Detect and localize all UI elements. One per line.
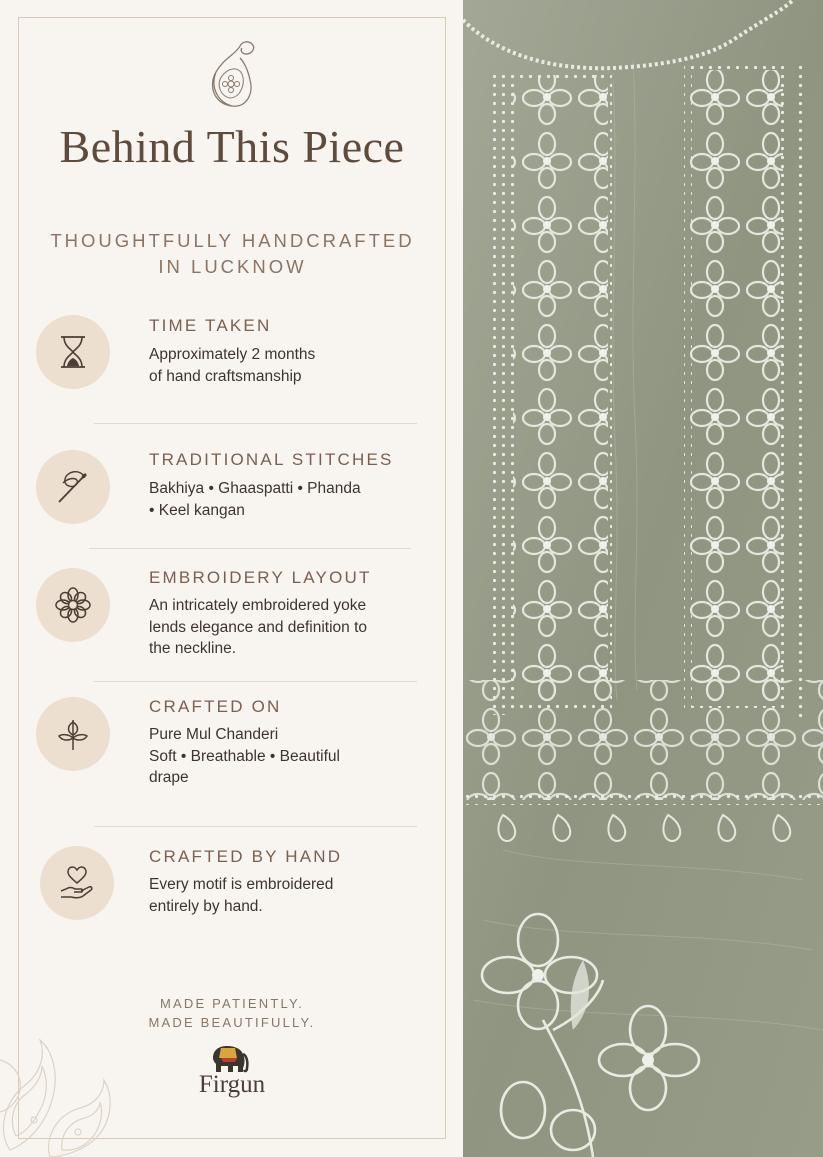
brand-name: Firgun — [198, 1071, 266, 1098]
item-text-line: An intricately embroidered yoke — [149, 597, 367, 614]
icon-circle — [36, 697, 110, 771]
item-text-line: • Keel kangan — [149, 501, 245, 519]
icon-circle — [36, 315, 110, 389]
subtitle-line-1: THOUGHTFULLY HANDCRAFTED — [50, 230, 415, 251]
chikankari-embroidery-illustration — [463, 0, 823, 1157]
divider — [94, 826, 417, 827]
hourglass-icon — [53, 332, 93, 372]
item-text-line: Every motif is embroidered — [149, 876, 334, 893]
item-text-line: Soft • Breathable • Beautiful — [149, 747, 340, 765]
item-text-line: Approximately 2 months — [149, 346, 316, 363]
icon-circle — [36, 450, 110, 524]
flower-icon — [53, 585, 93, 625]
item-text-line: lends elegance and definition to — [149, 618, 368, 636]
item-text-line: the neckline. — [149, 640, 237, 657]
item-title: CRAFTED BY HAND — [149, 847, 343, 866]
item-title: TRADITIONAL STITCHES — [149, 450, 394, 469]
embroidered-fabric-photo — [463, 0, 823, 1157]
item-description — [149, 724, 419, 789]
heart-hand-icon — [57, 863, 97, 903]
item-text-line: Pure Mul Chanderi — [149, 726, 279, 743]
item-description — [149, 874, 419, 917]
leaf-icon — [53, 714, 93, 754]
item-description — [149, 478, 419, 521]
subtitle-line-2: IN LUCKNOW — [158, 256, 307, 277]
icon-circle — [40, 846, 114, 920]
divider — [89, 548, 411, 549]
page-title: Behind This Piece — [59, 121, 405, 172]
item-text-line: of hand craftsmanship — [149, 367, 302, 385]
divider — [94, 681, 417, 682]
paisley-corner-decoration — [0, 1010, 120, 1157]
paisley-icon — [206, 40, 258, 110]
divider — [94, 423, 417, 424]
item-title: EMBROIDERY LAYOUT — [149, 568, 372, 587]
item-title: CRAFTED ON — [149, 697, 282, 716]
needle-thread-icon — [53, 467, 93, 507]
item-title: TIME TAKEN — [149, 316, 272, 335]
item-description — [149, 344, 419, 387]
motto-line-2: MADE BEAUTIFULLY. — [148, 1015, 316, 1030]
item-text-line: entirely by hand. — [149, 897, 263, 915]
elephant-logo-icon — [207, 1040, 251, 1074]
item-description — [149, 595, 419, 660]
item-text-line: Bakhiya • Ghaaspatti • Phanda — [149, 480, 361, 497]
subtitle — [40, 228, 425, 280]
motto-line-1: MADE PATIENTLY. — [159, 996, 304, 1011]
icon-circle — [36, 568, 110, 642]
item-text-line: drape — [149, 769, 189, 786]
